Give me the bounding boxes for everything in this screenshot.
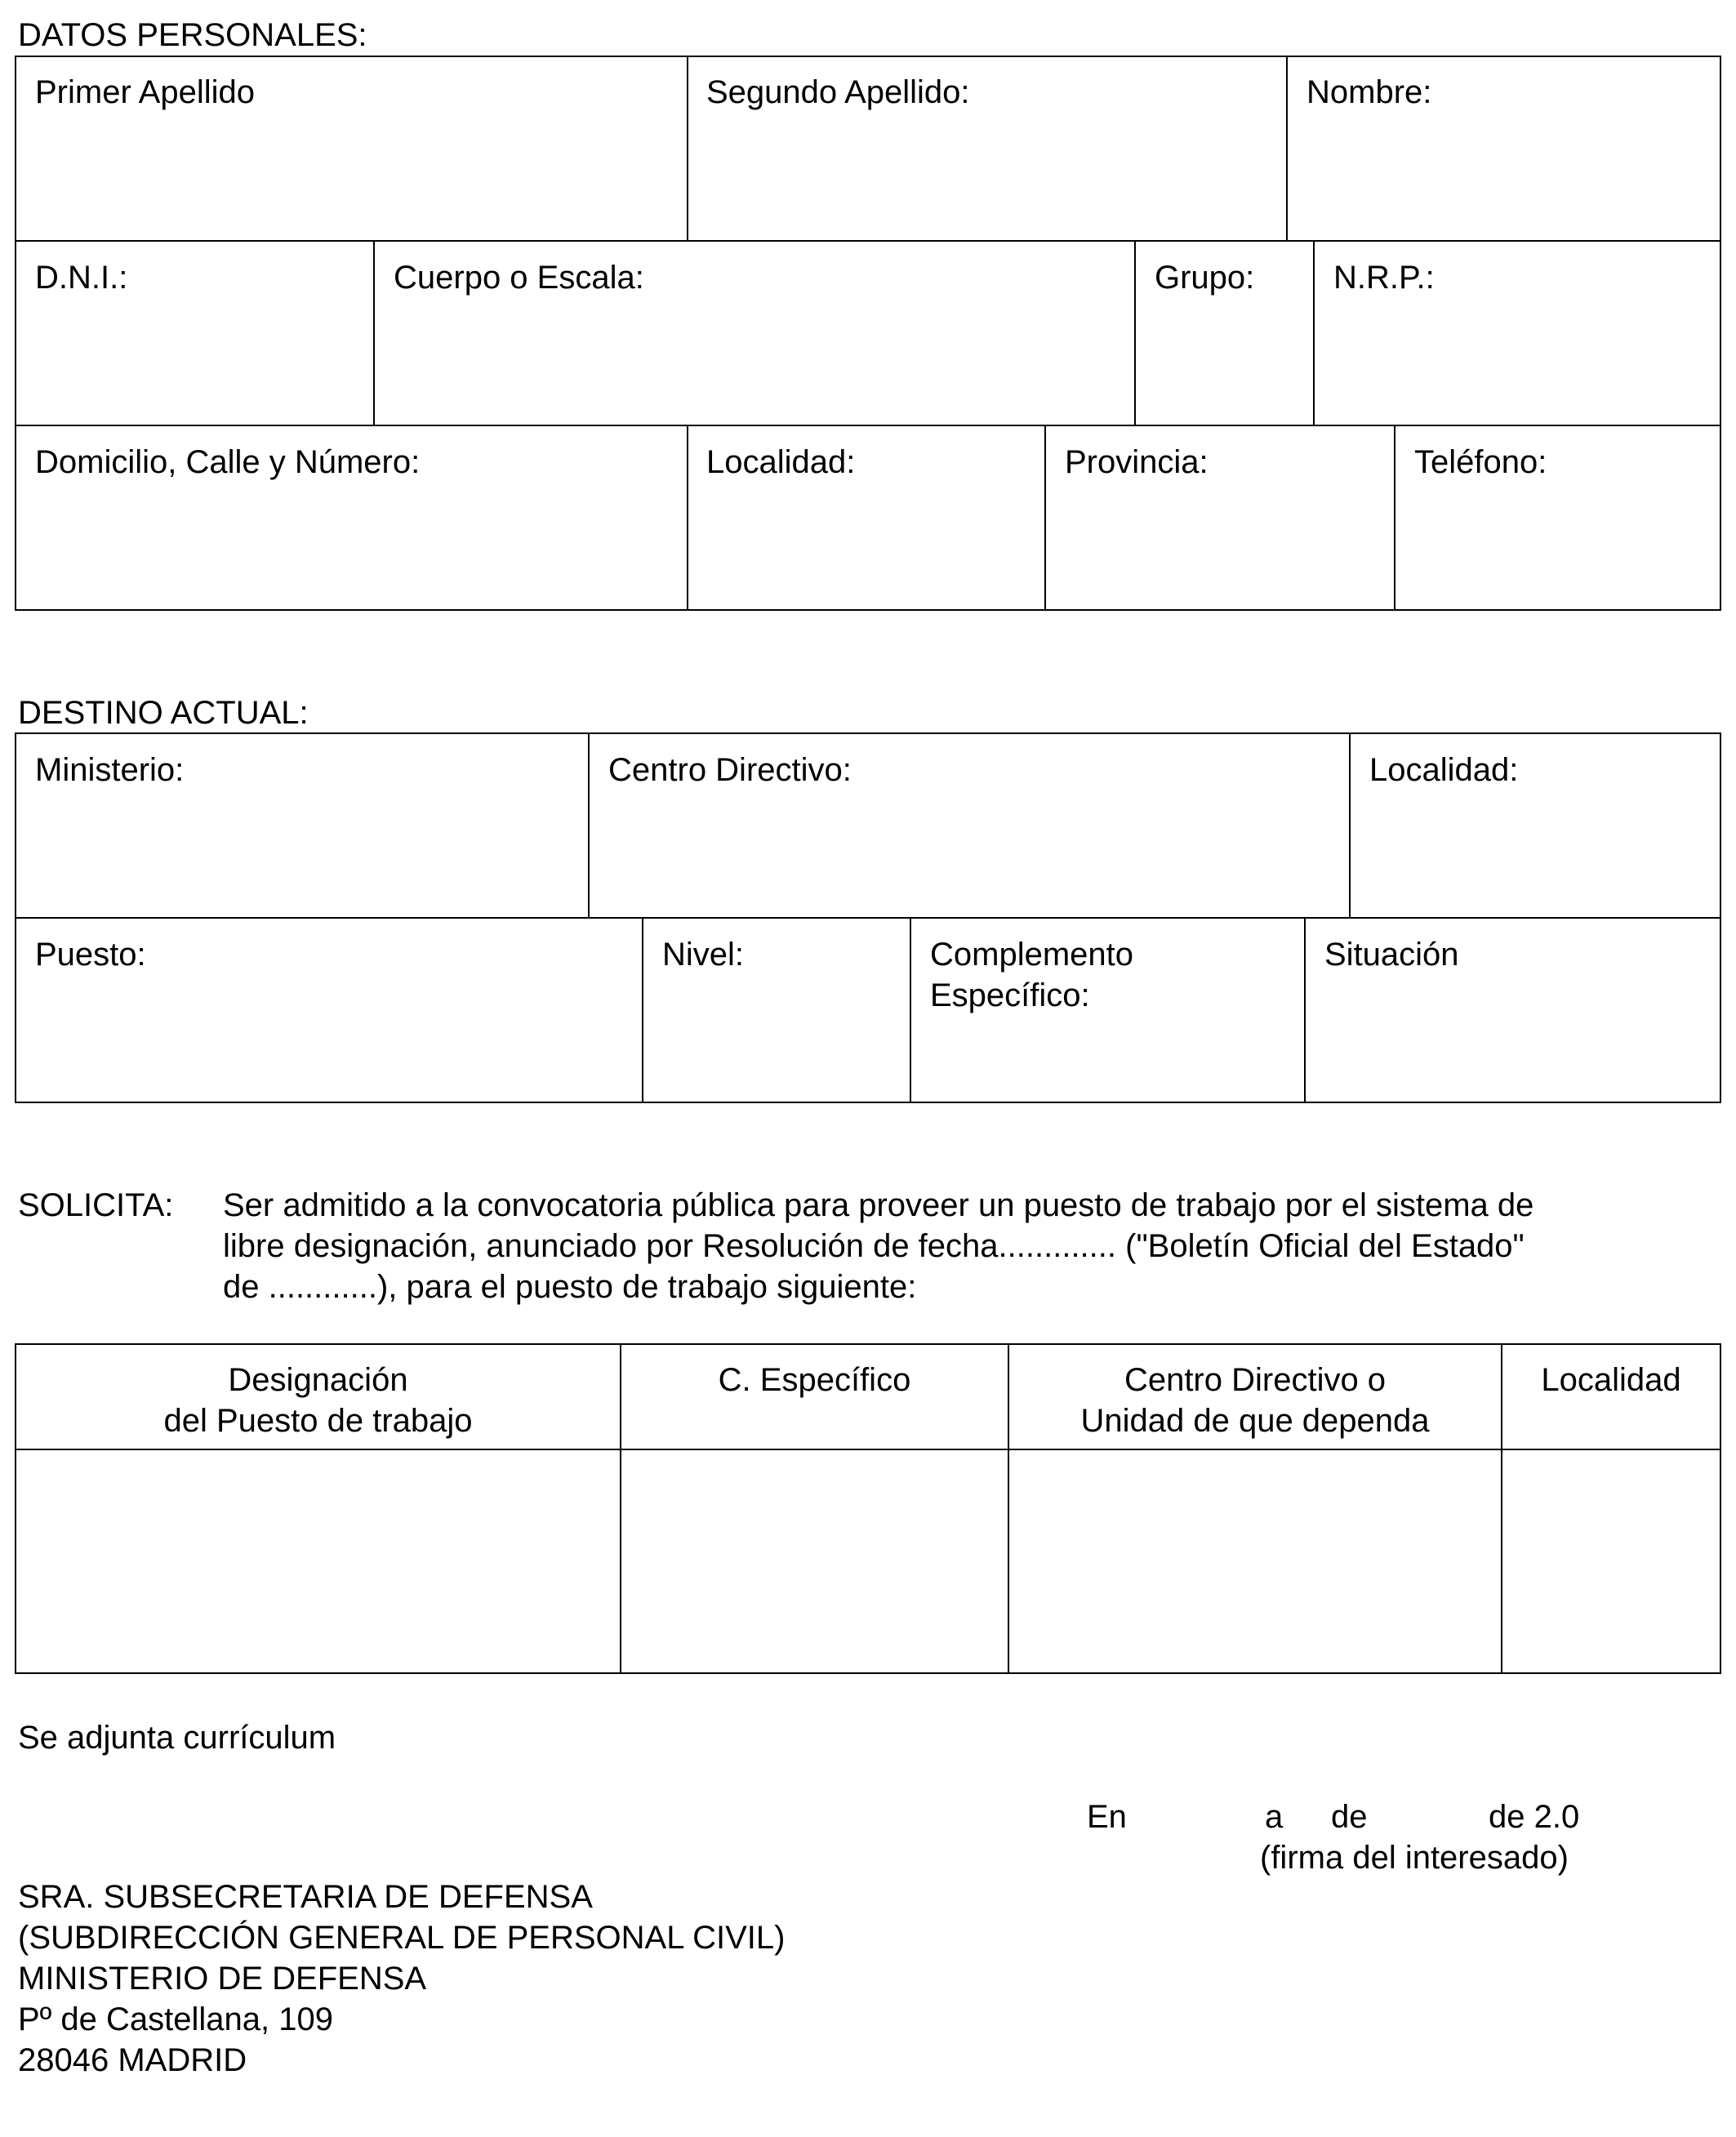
recipient-address [18, 1877, 785, 2081]
solicita-line: de ............), para el puesto de trabajo siguiente: [223, 1269, 917, 1305]
localidad-field[interactable]: Localidad: [706, 444, 856, 480]
primer-apellido-field[interactable]: Primer Apellido [35, 74, 256, 110]
designacion-header-line2: del Puesto de trabajo [163, 1403, 473, 1439]
solicita-text [223, 1185, 1533, 1307]
grupo-field[interactable]: Grupo: [1155, 260, 1255, 296]
divider [687, 425, 688, 611]
solicita-line: libre designación, anunciado por Resolución de fecha............. ("Boletín Oficial del Estado" [223, 1228, 1525, 1264]
c-especifico-header: C. Específico [718, 1362, 911, 1398]
ministerio-field[interactable]: Ministerio: [35, 752, 185, 788]
nombre-field[interactable]: Nombre: [1306, 74, 1432, 110]
complemento-label-line1: Complemento [930, 937, 1134, 973]
designacion-header-line1: Designación [228, 1362, 408, 1398]
puesto-field[interactable]: Puesto: [35, 937, 146, 973]
designacion-cell[interactable] [17, 1451, 618, 1672]
address-line: 28046 MADRID [18, 2042, 247, 2078]
centro-directivo-header [1009, 1360, 1501, 1441]
divider [1349, 732, 1351, 917]
centro-directivo-field[interactable]: Centro Directivo: [608, 752, 852, 788]
curriculum-note: Se adjunta currículum [18, 1720, 336, 1756]
destino-actual-heading: DESTINO ACTUAL: [18, 695, 309, 731]
year-label: de 2.0 [1489, 1799, 1580, 1835]
divider [15, 1449, 1721, 1450]
telefono-field[interactable]: Teléfono: [1414, 444, 1547, 480]
divider [373, 240, 375, 425]
situacion-field[interactable]: Situación [1324, 937, 1459, 973]
dni-field[interactable]: D.N.I.: [35, 260, 128, 296]
designacion-header [16, 1360, 620, 1441]
address-line: MINISTERIO DE DEFENSA [18, 1961, 427, 1997]
complemento-label-line2: Específico: [930, 977, 1090, 1013]
solicita-line: Ser admitido a la convocatoria pública para proveer un puesto de trabajo por el sistema de [223, 1187, 1534, 1223]
divider [1394, 425, 1395, 611]
day-label: a [1265, 1799, 1284, 1835]
divider [15, 917, 1721, 919]
divider [1044, 425, 1046, 611]
localidad-cell[interactable] [1503, 1451, 1720, 1672]
divider [687, 56, 688, 240]
segundo-apellido-field[interactable]: Segundo Apellido: [706, 74, 970, 110]
address-line: (SUBDIRECCIÓN GENERAL DE PERSONAL CIVIL) [18, 1920, 786, 1956]
divider [15, 425, 1721, 426]
domicilio-field[interactable]: Domicilio, Calle y Número: [35, 444, 421, 480]
address-line: Pº de Castellana, 109 [18, 2001, 333, 2037]
divider [1286, 56, 1288, 240]
complemento-field[interactable] [930, 934, 1133, 1016]
divider [1304, 917, 1306, 1103]
divider [15, 240, 1721, 242]
centro-directivo-cell[interactable] [1010, 1451, 1499, 1672]
divider [642, 917, 643, 1103]
datos-personales-heading: DATOS PERSONALES: [18, 17, 367, 53]
nivel-field[interactable]: Nivel: [662, 937, 745, 973]
solicita-label: SOLICITA: [18, 1187, 174, 1223]
provincia-field[interactable]: Provincia: [1065, 444, 1209, 480]
divider [910, 917, 911, 1103]
divider [1313, 240, 1315, 425]
month-label: de [1331, 1799, 1368, 1835]
destino-localidad-field[interactable]: Localidad: [1369, 752, 1519, 788]
datos-personales-box [15, 56, 1721, 611]
cuerpo-escala-field[interactable]: Cuerpo o Escala: [394, 260, 644, 296]
address-line: SRA. SUBSECRETARIA DE DEFENSA [18, 1879, 593, 1915]
localidad-header: Localidad [1541, 1362, 1681, 1398]
divider [588, 732, 590, 917]
divider [1134, 240, 1136, 425]
centro-header-line1: Centro Directivo o [1124, 1362, 1387, 1398]
c-especifico-cell[interactable] [622, 1451, 1006, 1672]
signature-label: (firma del interesado) [1260, 1840, 1569, 1876]
nrp-field[interactable]: N.R.P.: [1333, 260, 1435, 296]
place-label: En [1087, 1799, 1127, 1835]
centro-header-line2: Unidad de que dependa [1080, 1403, 1430, 1439]
